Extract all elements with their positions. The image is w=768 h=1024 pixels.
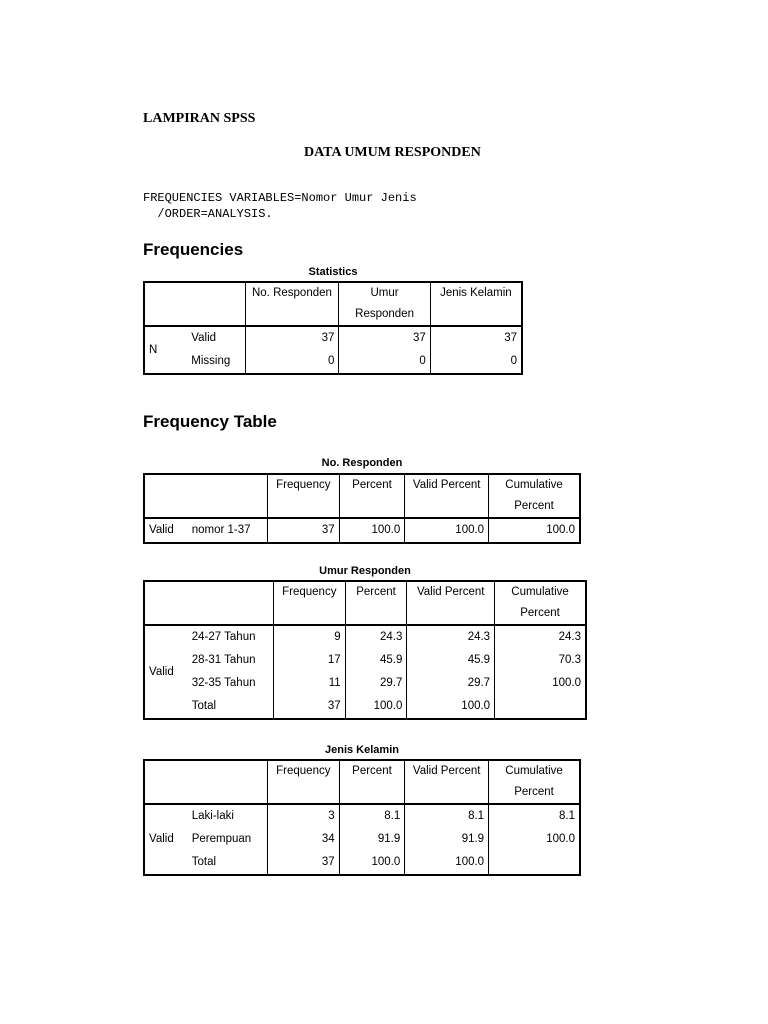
syntax-block	[143, 190, 417, 222]
data-cell	[495, 695, 586, 719]
data-cell: 45.9	[345, 649, 407, 672]
syntax-line: FREQUENCIES VARIABLES=Nomor Umur Jenis	[143, 191, 417, 205]
row-label: Total	[188, 851, 268, 875]
data-cell: 37	[267, 518, 339, 543]
row-label: 28-31 Tahun	[188, 649, 274, 672]
header-cell: Cumulative Percent	[505, 479, 563, 512]
syntax-line: /ORDER=ANALYSIS.	[143, 207, 273, 221]
header-cell: Percent	[339, 760, 405, 804]
data-cell: 9	[273, 625, 345, 649]
header-cell: Umur Responden	[339, 282, 430, 326]
table-caption: Umur Responden	[319, 565, 411, 577]
row-label: Valid	[187, 326, 245, 350]
header-cell: Frequency	[267, 474, 339, 518]
no-responden-table	[143, 473, 581, 544]
data-cell: 100.0	[546, 524, 575, 536]
data-cell: 37	[339, 326, 430, 350]
data-cell: 91.9	[405, 828, 489, 851]
data-cell: 100.0	[407, 695, 495, 719]
row-label: Laki-laki	[188, 804, 268, 828]
table-row	[144, 625, 586, 649]
data-cell: 45.9	[407, 649, 495, 672]
data-cell: 17	[273, 649, 345, 672]
data-cell: 29.7	[345, 672, 407, 695]
table-row	[144, 695, 586, 719]
data-cell: 24.3	[558, 631, 581, 643]
header-cell: Frequency	[267, 760, 339, 804]
table-row	[144, 672, 586, 695]
row-label: nomor 1-37	[188, 518, 268, 543]
table-row	[144, 518, 580, 543]
row-label: Total	[188, 695, 274, 719]
row-label: 24-27 Tahun	[188, 625, 274, 649]
data-cell: 37	[245, 326, 339, 350]
data-cell	[489, 851, 580, 875]
table-row	[144, 649, 586, 672]
row-group-label: Valid	[149, 665, 174, 678]
frequencies-title: Frequencies	[143, 240, 244, 259]
data-cell: 100.0	[339, 851, 405, 875]
row-label: 32-35 Tahun	[188, 672, 274, 695]
data-cell: 24.3	[345, 625, 407, 649]
data-cell: 8.1	[339, 804, 405, 828]
row-group-label: Valid	[149, 833, 174, 845]
data-cell: 100.0	[552, 677, 581, 689]
header-cell: Valid Percent	[405, 760, 489, 804]
data-cell: 3	[267, 804, 339, 828]
statistics-table	[143, 281, 523, 375]
data-cell: 100.0	[345, 695, 407, 719]
data-cell: 70.3	[558, 654, 581, 666]
header-cell: No. Responden	[245, 282, 339, 326]
data-cell: 8.1	[559, 810, 575, 822]
header-cell: Cumulative Percent	[511, 586, 569, 619]
header-cell: Percent	[345, 581, 407, 625]
data-cell: 100.0	[405, 518, 489, 543]
row-label: Missing	[187, 350, 245, 374]
header-cell: Frequency	[273, 581, 345, 625]
page-heading: LAMPIRAN SPSS	[143, 111, 256, 126]
page-subheading: DATA UMUM RESPONDEN	[304, 145, 481, 160]
data-cell: 24.3	[407, 625, 495, 649]
data-cell: 100.0	[546, 833, 575, 845]
data-cell: 100.0	[405, 851, 489, 875]
row-group-label: Valid	[149, 524, 174, 536]
row-group-label: N	[149, 343, 158, 356]
data-cell: 37	[273, 695, 345, 719]
table-row	[144, 804, 580, 828]
data-cell: 0	[510, 355, 517, 367]
data-cell: 0	[339, 350, 430, 374]
data-cell: 37	[267, 851, 339, 875]
data-cell: 11	[273, 672, 345, 695]
header-cell: Valid Percent	[407, 581, 495, 625]
data-cell: 0	[245, 350, 339, 374]
data-cell: 34	[267, 828, 339, 851]
jenis-kelamin-table	[143, 759, 581, 876]
data-cell: 91.9	[339, 828, 405, 851]
row-label: Perempuan	[188, 828, 268, 851]
table-row	[144, 851, 580, 875]
table-row	[144, 828, 580, 851]
umur-responden-table	[143, 580, 587, 720]
table-caption: No. Responden	[321, 457, 403, 469]
header-cell: Cumulative Percent	[505, 765, 563, 798]
data-cell: 8.1	[405, 804, 489, 828]
data-cell: 100.0	[339, 518, 405, 543]
data-cell: 37	[504, 332, 517, 344]
data-cell: 29.7	[407, 672, 495, 695]
frequency-table-title: Frequency Table	[143, 412, 277, 431]
header-cell: Valid Percent	[405, 474, 489, 518]
header-cell: Percent	[339, 474, 405, 518]
statistics-caption: Statistics	[308, 266, 358, 278]
table-caption: Jenis Kelamin	[325, 744, 399, 756]
header-cell: Jenis Kelamin	[440, 287, 512, 299]
